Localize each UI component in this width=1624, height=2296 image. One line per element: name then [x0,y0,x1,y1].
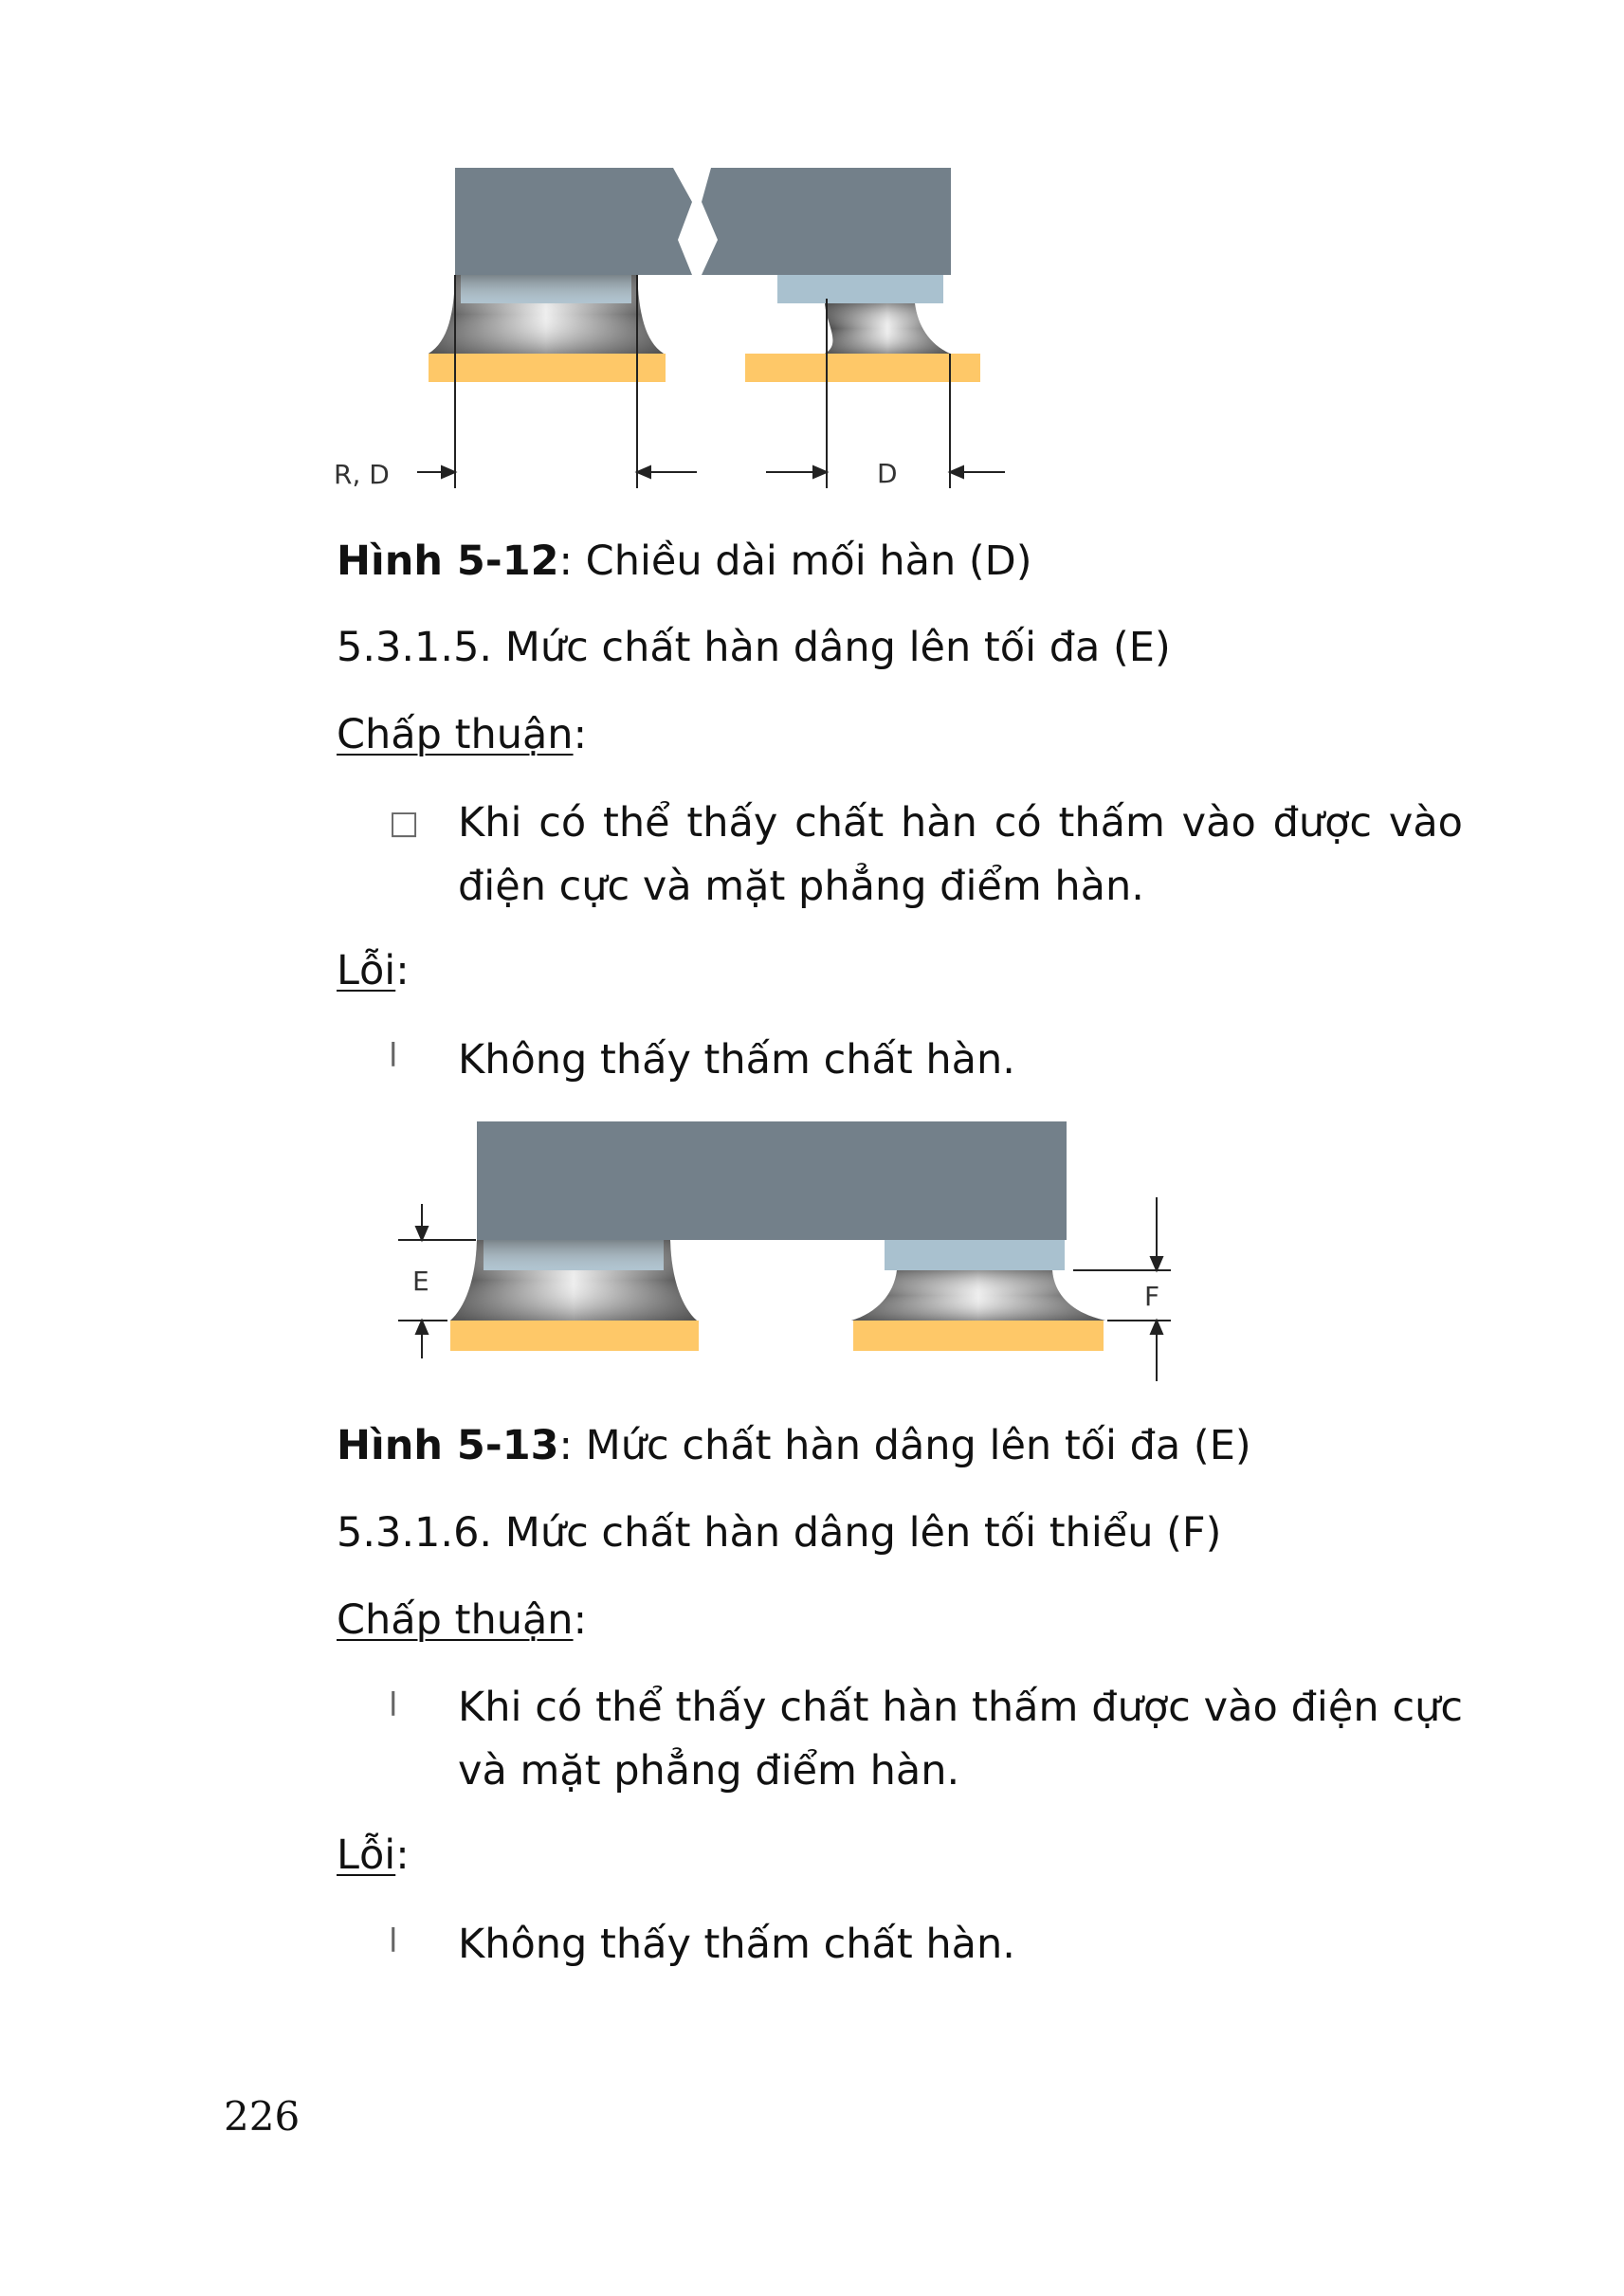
bar-bullet-icon: l [389,1037,398,1075]
dimension-label-rd: R, D [334,459,390,490]
figure-caption-2: Hình 5-13: Mức chất hàn dâng lên tối đa (E) [337,1422,1251,1469]
section-heading-5-3-1-5: 5.3.1.5. Mức chất hàn dâng lên tối đa (E) [337,624,1171,671]
figure-solder-height [389,1114,1185,1389]
error-item-2: Không thấy thấm chất hàn. [458,1921,1015,1968]
component-body-left [455,168,692,275]
section-heading-5-3-1-6: 5.3.1.6. Mức chất hàn dâng lên tối thiểu (F) [337,1509,1222,1557]
error-label-2: Lỗi: [337,1831,410,1879]
lead-right [885,1240,1065,1270]
dimension-label-d: D [877,458,898,489]
component-body-right [702,168,951,275]
error-label-1: Lỗi: [337,947,410,994]
figure-caption-1: Hình 5-12: Chiều dài mối hàn (D) [337,538,1032,585]
pad-right [745,354,980,382]
accept-label-1: Chấp thuận: [337,711,588,758]
dimension-label-e: E [412,1266,429,1297]
component-body [477,1121,1067,1240]
pad-left [450,1321,699,1351]
bar-bullet-icon: l [389,1686,398,1724]
accept-item-2: Khi có thể thấy chất hàn thấm được vào điện cực và mặt phẳng điểm hàn. [458,1684,1463,1795]
bar-bullet-icon: l [389,1922,398,1960]
accept-label-2: Chấp thuận: [337,1596,588,1644]
error-item-1: Không thấy thấm chất hàn. [458,1036,1015,1084]
accept-item-1: Khi có thể thấy chất hàn có thấm vào được vào điện cực và mặt phẳng điểm hàn. [458,799,1463,910]
lead-right [777,275,943,303]
pad-left [429,354,666,382]
figure-solder-length [322,156,1024,502]
checkbox-bullet-icon: □ [389,804,420,842]
pad-right [853,1321,1104,1351]
dimension-label-f: F [1144,1281,1160,1312]
page-number: 226 [224,2093,301,2140]
